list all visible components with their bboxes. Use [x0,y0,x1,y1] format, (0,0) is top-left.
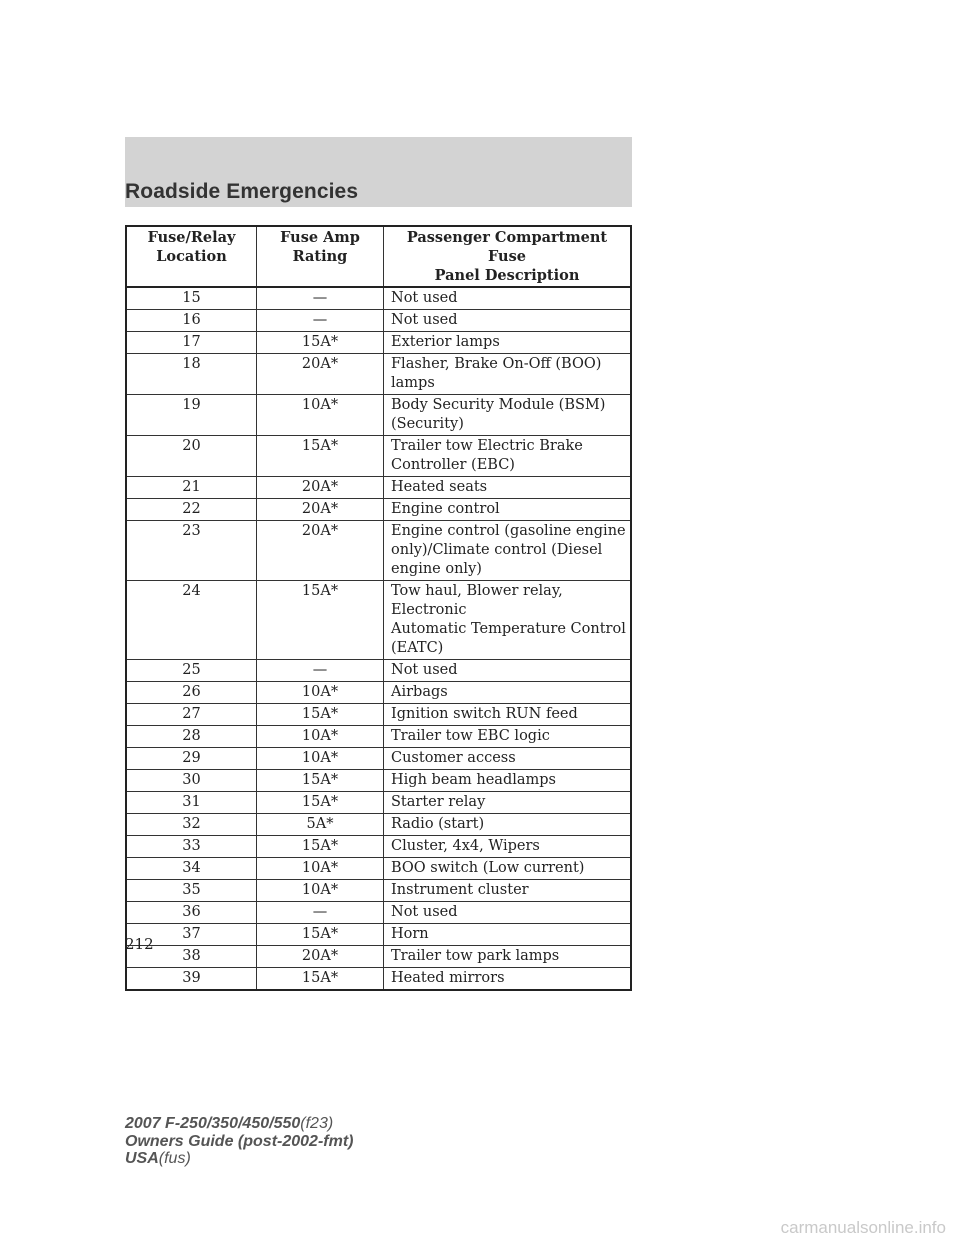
table-row [126,946,631,968]
cell-amp-rating: 15A* [257,924,384,946]
cell-location: 17 [126,332,257,354]
cell-amp-rating: 15A* [257,436,384,477]
cell-location: 30 [126,770,257,792]
description-line: Trailer tow Electric Brake [391,438,583,454]
table-row [126,395,631,436]
description-line: BOO switch (Low current) [391,860,585,876]
description-line: Controller (EBC) [391,457,515,473]
cell-location: 37 [126,924,257,946]
cell-description [384,726,632,748]
cell-location: 25 [126,660,257,682]
cell-description [384,521,632,581]
table-row [126,287,631,310]
watermark: carmanualsonline.info [780,1218,946,1237]
table-row [126,521,631,581]
description-line: Heated seats [391,479,488,495]
table-row [126,814,631,836]
cell-description [384,704,632,726]
table-row [126,902,631,924]
description-line: Engine control (gasoline engine [391,523,626,539]
cell-amp-rating: 5A* [257,814,384,836]
cell-amp-rating: 20A* [257,477,384,499]
description-line: (Security) [391,416,464,432]
cell-amp-rating: — [257,660,384,682]
cell-description [384,395,632,436]
cell-location: 20 [126,436,257,477]
description-line: Engine control [391,501,500,517]
table-row [126,726,631,748]
cell-location: 36 [126,902,257,924]
cell-amp-rating: — [257,310,384,332]
cell-location: 22 [126,499,257,521]
cell-location: 15 [126,287,257,310]
cell-amp-rating: 20A* [257,354,384,395]
cell-amp-rating: 10A* [257,395,384,436]
cell-description [384,581,632,660]
cell-location: 32 [126,814,257,836]
table-row [126,354,631,395]
cell-location: 31 [126,792,257,814]
description-line: Tow haul, Blower relay, Electronic [391,583,563,618]
cell-amp-rating: 15A* [257,968,384,991]
table-row [126,332,631,354]
table-row [126,836,631,858]
table-header-row [126,226,631,287]
cell-description [384,332,632,354]
description-line: Not used [391,290,458,306]
table-row [126,704,631,726]
header-description: Passenger Compartment Fuse Panel Description [384,226,632,287]
cell-location: 21 [126,477,257,499]
table-row [126,477,631,499]
cell-description [384,924,632,946]
page-number: 212 [125,935,154,953]
description-line: Body Security Module (BSM) [391,397,606,413]
cell-location: 26 [126,682,257,704]
cell-description [384,968,632,991]
footer [125,1115,353,1168]
description-line: Exterior lamps [391,334,500,350]
cell-amp-rating: 15A* [257,704,384,726]
table-row [126,792,631,814]
cell-amp-rating: 20A* [257,521,384,581]
table-row [126,436,631,477]
cell-location: 38 [126,946,257,968]
cell-description [384,792,632,814]
table-row [126,310,631,332]
cell-description [384,770,632,792]
table-row [126,968,631,991]
table-row [126,660,631,682]
description-line: High beam headlamps [391,772,556,788]
description-line: Cluster, 4x4, Wipers [391,838,540,854]
description-line: Heated mirrors [391,970,505,986]
table-body [126,287,631,990]
cell-amp-rating: 10A* [257,880,384,902]
cell-amp-rating: 10A* [257,682,384,704]
table-row [126,924,631,946]
cell-description [384,858,632,880]
description-line: Not used [391,312,458,328]
description-line: lamps [391,375,435,391]
cell-amp-rating: 15A* [257,792,384,814]
cell-amp-rating: 10A* [257,726,384,748]
cell-description [384,836,632,858]
cell-location: 16 [126,310,257,332]
fuse-table [125,225,632,991]
description-line: Airbags [391,684,448,700]
cell-amp-rating: — [257,902,384,924]
cell-description [384,310,632,332]
cell-description [384,682,632,704]
description-line: Not used [391,662,458,678]
footer-line-3: USA(fus) [125,1150,191,1167]
description-line: Instrument cluster [391,882,529,898]
description-line: Trailer tow EBC logic [391,728,550,744]
cell-description [384,946,632,968]
cell-location: 24 [126,581,257,660]
description-line: Automatic Temperature Control [391,621,626,637]
table-row [126,748,631,770]
cell-location: 29 [126,748,257,770]
cell-location: 27 [126,704,257,726]
table-row [126,499,631,521]
cell-amp-rating: 15A* [257,770,384,792]
cell-location: 28 [126,726,257,748]
cell-location: 34 [126,858,257,880]
cell-description [384,660,632,682]
description-line: (EATC) [391,640,444,656]
cell-description [384,436,632,477]
cell-description [384,814,632,836]
header-location: Fuse/Relay Location [126,226,257,287]
table-row [126,858,631,880]
cell-amp-rating: 10A* [257,748,384,770]
table-row [126,770,631,792]
cell-description [384,354,632,395]
cell-amp-rating: 10A* [257,858,384,880]
cell-location: 33 [126,836,257,858]
description-line: Horn [391,926,429,942]
cell-description [384,880,632,902]
description-line: Starter relay [391,794,486,810]
cell-description [384,748,632,770]
cell-amp-rating: 15A* [257,332,384,354]
cell-location: 23 [126,521,257,581]
description-line: only)/Climate control (Diesel [391,542,603,558]
cell-amp-rating: 15A* [257,581,384,660]
cell-location: 19 [126,395,257,436]
description-line: engine only) [391,561,482,577]
footer-line-2: Owners Guide (post-2002-fmt) [125,1132,354,1150]
table-row [126,880,631,902]
cell-amp-rating: 15A* [257,836,384,858]
description-line: Ignition switch RUN feed [391,706,578,722]
description-line: Customer access [391,750,516,766]
cell-description [384,902,632,924]
table-row [126,581,631,660]
description-line: Radio (start) [391,816,485,832]
description-line: Not used [391,904,458,920]
cell-description [384,287,632,310]
cell-description [384,499,632,521]
cell-location: 18 [126,354,257,395]
cell-amp-rating: — [257,287,384,310]
cell-amp-rating: 20A* [257,946,384,968]
description-line: Flasher, Brake On-Off (BOO) [391,356,602,372]
cell-amp-rating: 20A* [257,499,384,521]
section-title: Roadside Emergencies [125,180,359,203]
table-row [126,682,631,704]
cell-location: 35 [126,880,257,902]
cell-location: 39 [126,968,257,991]
footer-line-1: 2007 F-250/350/450/550(f23) [125,1115,334,1132]
header-amp-rating: Fuse Amp Rating [257,226,384,287]
description-line: Trailer tow park lamps [391,948,560,964]
cell-description [384,477,632,499]
